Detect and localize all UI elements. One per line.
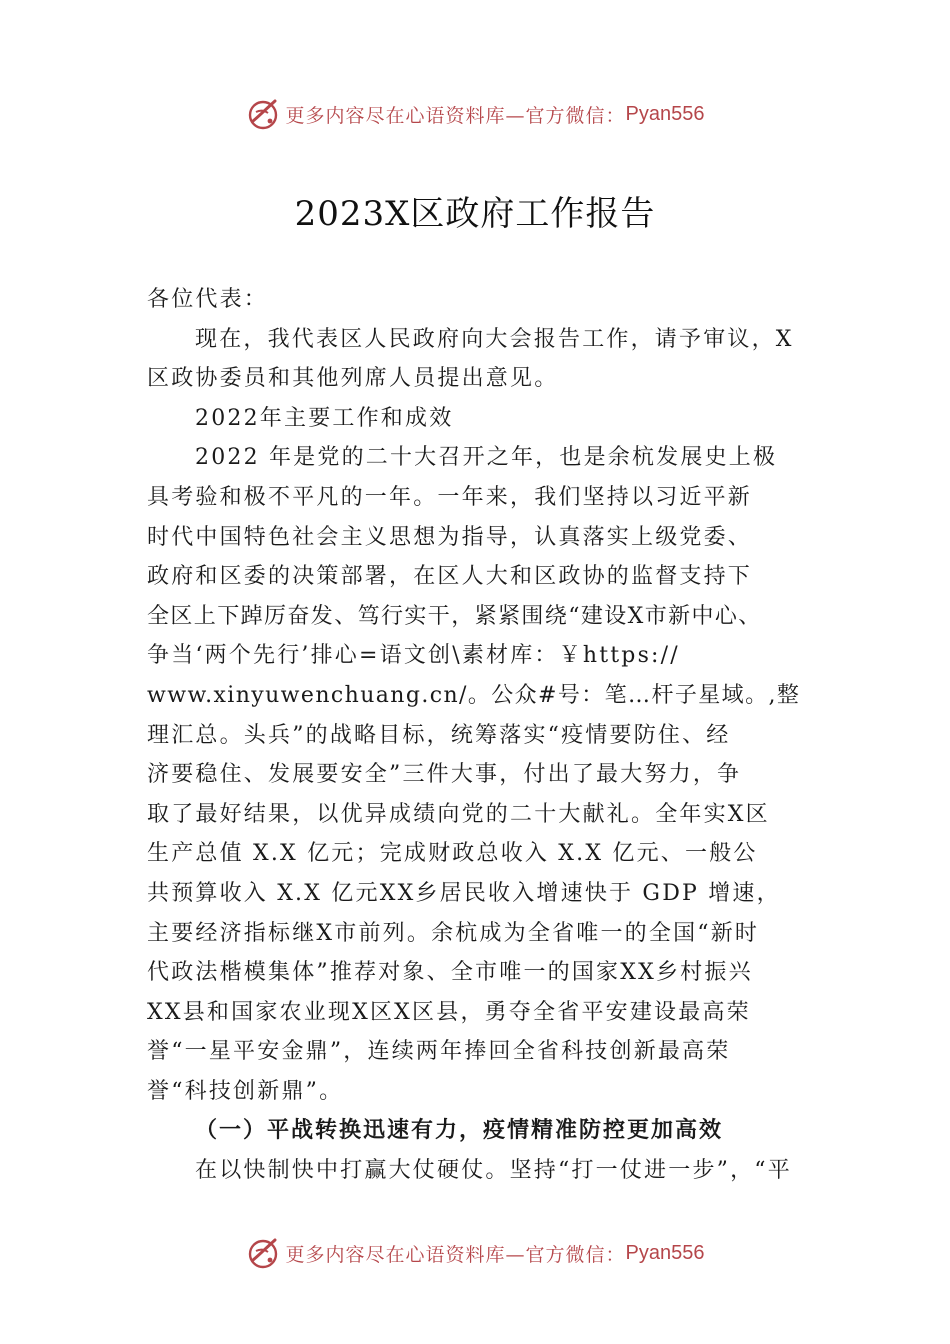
watermark-text: 更多内容尽在心语资料库—官方微信： [285, 104, 626, 127]
brush-logo-icon [246, 1236, 280, 1270]
paragraph-line: 争当‘两个先行’排心=语文创\素材库：￥https:// [147, 643, 680, 669]
brush-logo-icon [246, 97, 280, 131]
paragraph-line: 生产总值 X.X 亿元；完成财政总收入 X.X 亿元、一般公 [147, 841, 758, 867]
paragraph-line: 主要经济指标继X市前列。余杭成为全省唯一的全国“新时 [147, 920, 760, 946]
paragraph-line: 取了最好结果，以优异成绩向党的二十大献礼。全年实X区 [147, 801, 770, 827]
paragraph-line: 具考验和极不平凡的一年。一年来，我们坚持以习近平新 [147, 484, 753, 510]
paragraph-line: 代政法楷模集体”推荐对象、全市唯一的国家XX乡村振兴 [147, 960, 753, 986]
subsection-heading: （一）平战转换迅速有力，疫情精准防控更加高效 [195, 1117, 724, 1144]
watermark-wechat-id: Pyan556 [625, 102, 705, 125]
paragraph-line: 济要稳住、发展要安全”三件大事，付出了最大努力，争 [147, 762, 742, 788]
watermark-wechat-id: Pyan556 [625, 1241, 705, 1264]
footer-watermark-banner [0, 1233, 950, 1273]
paragraph-line: XX县和国家农业现X区X区县，勇夺全省平安建设最高荣 [147, 999, 751, 1025]
paragraph-line: www.xinyuwenchuang.cn/。公众#号：笔…杆子星域。,整 [147, 682, 801, 708]
document-body [147, 280, 807, 1191]
paragraph-line: 政府和区委的决策部署，在区人大和区政协的监督支持下 [147, 564, 753, 590]
paragraph-line: 理汇总。头兵”的战略目标，统筹落实“疫情要防住、经 [147, 722, 731, 748]
section-heading: 2022年主要工作和成效 [195, 405, 454, 431]
paragraph-line: 共预算收入 X.X 亿元XX乡居民收入增速快于 GDP 增速， [147, 880, 781, 906]
paragraph-line: 誉“科技创新鼎”。 [147, 1078, 344, 1104]
watermark-text: 更多内容尽在心语资料库—官方微信： [285, 1243, 626, 1266]
paragraph-line: 区政协委员和其他列席人员提出意见。 [147, 366, 559, 392]
paragraph-line: 时代中国特色社会主义思想为指导，认真落实上级党委、 [147, 524, 753, 550]
salutation: 各位代表： [147, 287, 269, 312]
paragraph-line: 誉“一星平安金鼎”，连续两年捧回全省科技创新最高荣 [147, 1039, 731, 1065]
paragraph-line: 在以快制快中打赢大仗硬仗。坚持“打一仗进一步”，“平 [195, 1158, 792, 1184]
document-title: 2023X区政府工作报告 [294, 194, 656, 234]
paragraph-line: 现在，我代表区人民政府向大会报告工作，请予审议，X [195, 326, 794, 352]
header-watermark-banner [0, 94, 950, 134]
paragraph-line: 全区上下踔厉奋发、笃行实干，紧紧围绕“建设X市新中心、 [147, 603, 762, 629]
paragraph-line: 2022 年是党的二十大召开之年，也是余杭发展史上极 [195, 445, 778, 471]
